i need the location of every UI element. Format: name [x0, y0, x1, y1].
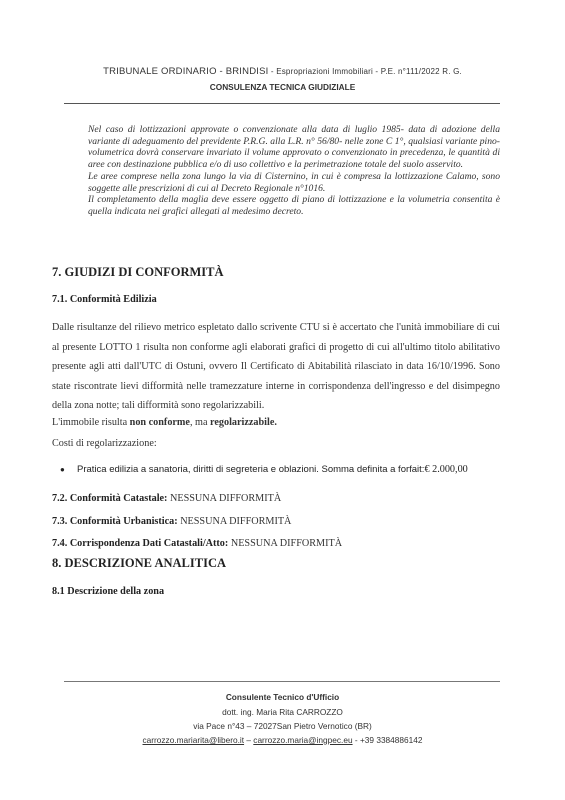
cost-amount: € 2.000,00 — [424, 464, 468, 475]
quote-paragraph: Il completamento della maglia deve essere oggetto di piano di lottizzazione e la volumetria consentita è quella indicata nei grafici allegati al medesimo decreto. — [88, 194, 500, 217]
footer-role: Consulente Tecnico d'Ufficio — [225, 692, 340, 702]
status-middle: , ma — [189, 417, 211, 428]
status-non-conforming: non conforme — [129, 417, 190, 428]
section-7-3-label: 7.3. Conformità Urbanistica: — [52, 516, 178, 527]
costs-label: Costi di regolarizzazione: — [52, 438, 157, 449]
section-7-3 — [52, 511, 291, 529]
email-link-2[interactable]: carrozzo.maria@ingpec.eu — [253, 735, 353, 745]
header-subtitle: CONSULENZA TECNICA GIUDIZIALE — [209, 82, 356, 92]
procedure-ref: - Espropriazioni Immobiliari - P.E. n°111/2022 R. G. — [268, 67, 462, 76]
section-7-title: 7. GIUDIZI DI CONFORMITÀ — [52, 265, 224, 279]
section-7-2 — [52, 488, 281, 506]
footer-address: via Pace n°43 – 72027San Pietro Vernotico (BR) — [193, 721, 372, 731]
quote-paragraph: Le aree comprese nella zona lungo la via di Cisternino, in cui è compresa la lottizzazione Calamo, sono soggette alle prescrizioni di cui al Decreto Regionale n°1016. — [88, 170, 500, 194]
phone-number: - +39 3384886142 — [352, 735, 423, 745]
section-7-3-value: NESSUNA DIFFORMITÀ — [177, 516, 292, 527]
section-7-2-value: NESSUNA DIFFORMITÀ — [167, 493, 282, 504]
contact-separator: – — [244, 735, 254, 745]
header-divider — [64, 103, 500, 104]
cost-bullet-item — [60, 459, 468, 477]
court-name: TRIBUNALE ORDINARIO - BRINDISI — [103, 66, 269, 77]
section-7-4-label: 7.4. Corrispondenza Dati Catastali/Atto: — [52, 538, 229, 549]
bullet-icon: ● — [60, 465, 65, 474]
section-8-title: 8. DESCRIZIONE ANALITICA — [52, 556, 226, 570]
quoted-regulation — [88, 124, 500, 218]
email-link-1[interactable]: carrozzo.mariarita@libero.it — [142, 735, 245, 745]
section-7-2-label: 7.2. Conformità Catastale: — [52, 493, 168, 504]
footer-name: dott. ing. Maria Rita CARROZZO — [222, 707, 343, 717]
conformity-paragraph — [52, 318, 500, 416]
section-7-4 — [52, 533, 342, 551]
quote-paragraph: Nel caso di lottizzazioni approvate o convenzionate alla data di luglio 1985- data di adozione della variante di adeguamento del previdente P.R.G. alla L.R. n° 56/80- nelle zone C 1°, qualsiasi variante pino-volumetrica dovrà conservare invariato il volume approvato o convenzionato in precedenza, le quantità di aree con destinazione pubblica e/o di uso collettivo e la perimetrazione totale del suolo asservito. — [88, 124, 500, 171]
section-7-1-title: 7.1. Conformità Edilizia — [52, 294, 157, 305]
status-regularizable: regolarizzabile. — [210, 417, 277, 428]
section-8-1-title: 8.1 Descrizione della zona — [52, 586, 165, 597]
section-7-4-value: NESSUNA DIFFORMITÀ — [228, 538, 343, 549]
status-prefix: L'immobile risulta — [52, 417, 130, 428]
footer-contacts — [0, 735, 565, 745]
footer-divider — [64, 681, 500, 682]
cost-description: Pratica edilizia a sanatoria, diritti di segreteria e oblazioni. Somma definita a forfait: — [77, 464, 425, 475]
page-header — [0, 66, 565, 77]
conformity-text: Dalle risultanze del rilievo metrico espletato dallo scrivente CTU si è accertato che l'unità immobiliare di cui al presente LOTTO 1 risulta non conforme agli elaborati grafici di progetto di cui all'ultimo titolo abilitativo presente agli atti dall'UTC di Ostuni, ovvero Il Certificato di Abitabilità rilasciato in data 16/10/1996. Sono state riscontrate lievi difformità nelle tramezzature interne in corrispondenza dell'ingresso e del disimpegno della zona notte; tali difformità sono regolarizzabili. — [52, 322, 500, 412]
conformity-status — [52, 417, 277, 428]
